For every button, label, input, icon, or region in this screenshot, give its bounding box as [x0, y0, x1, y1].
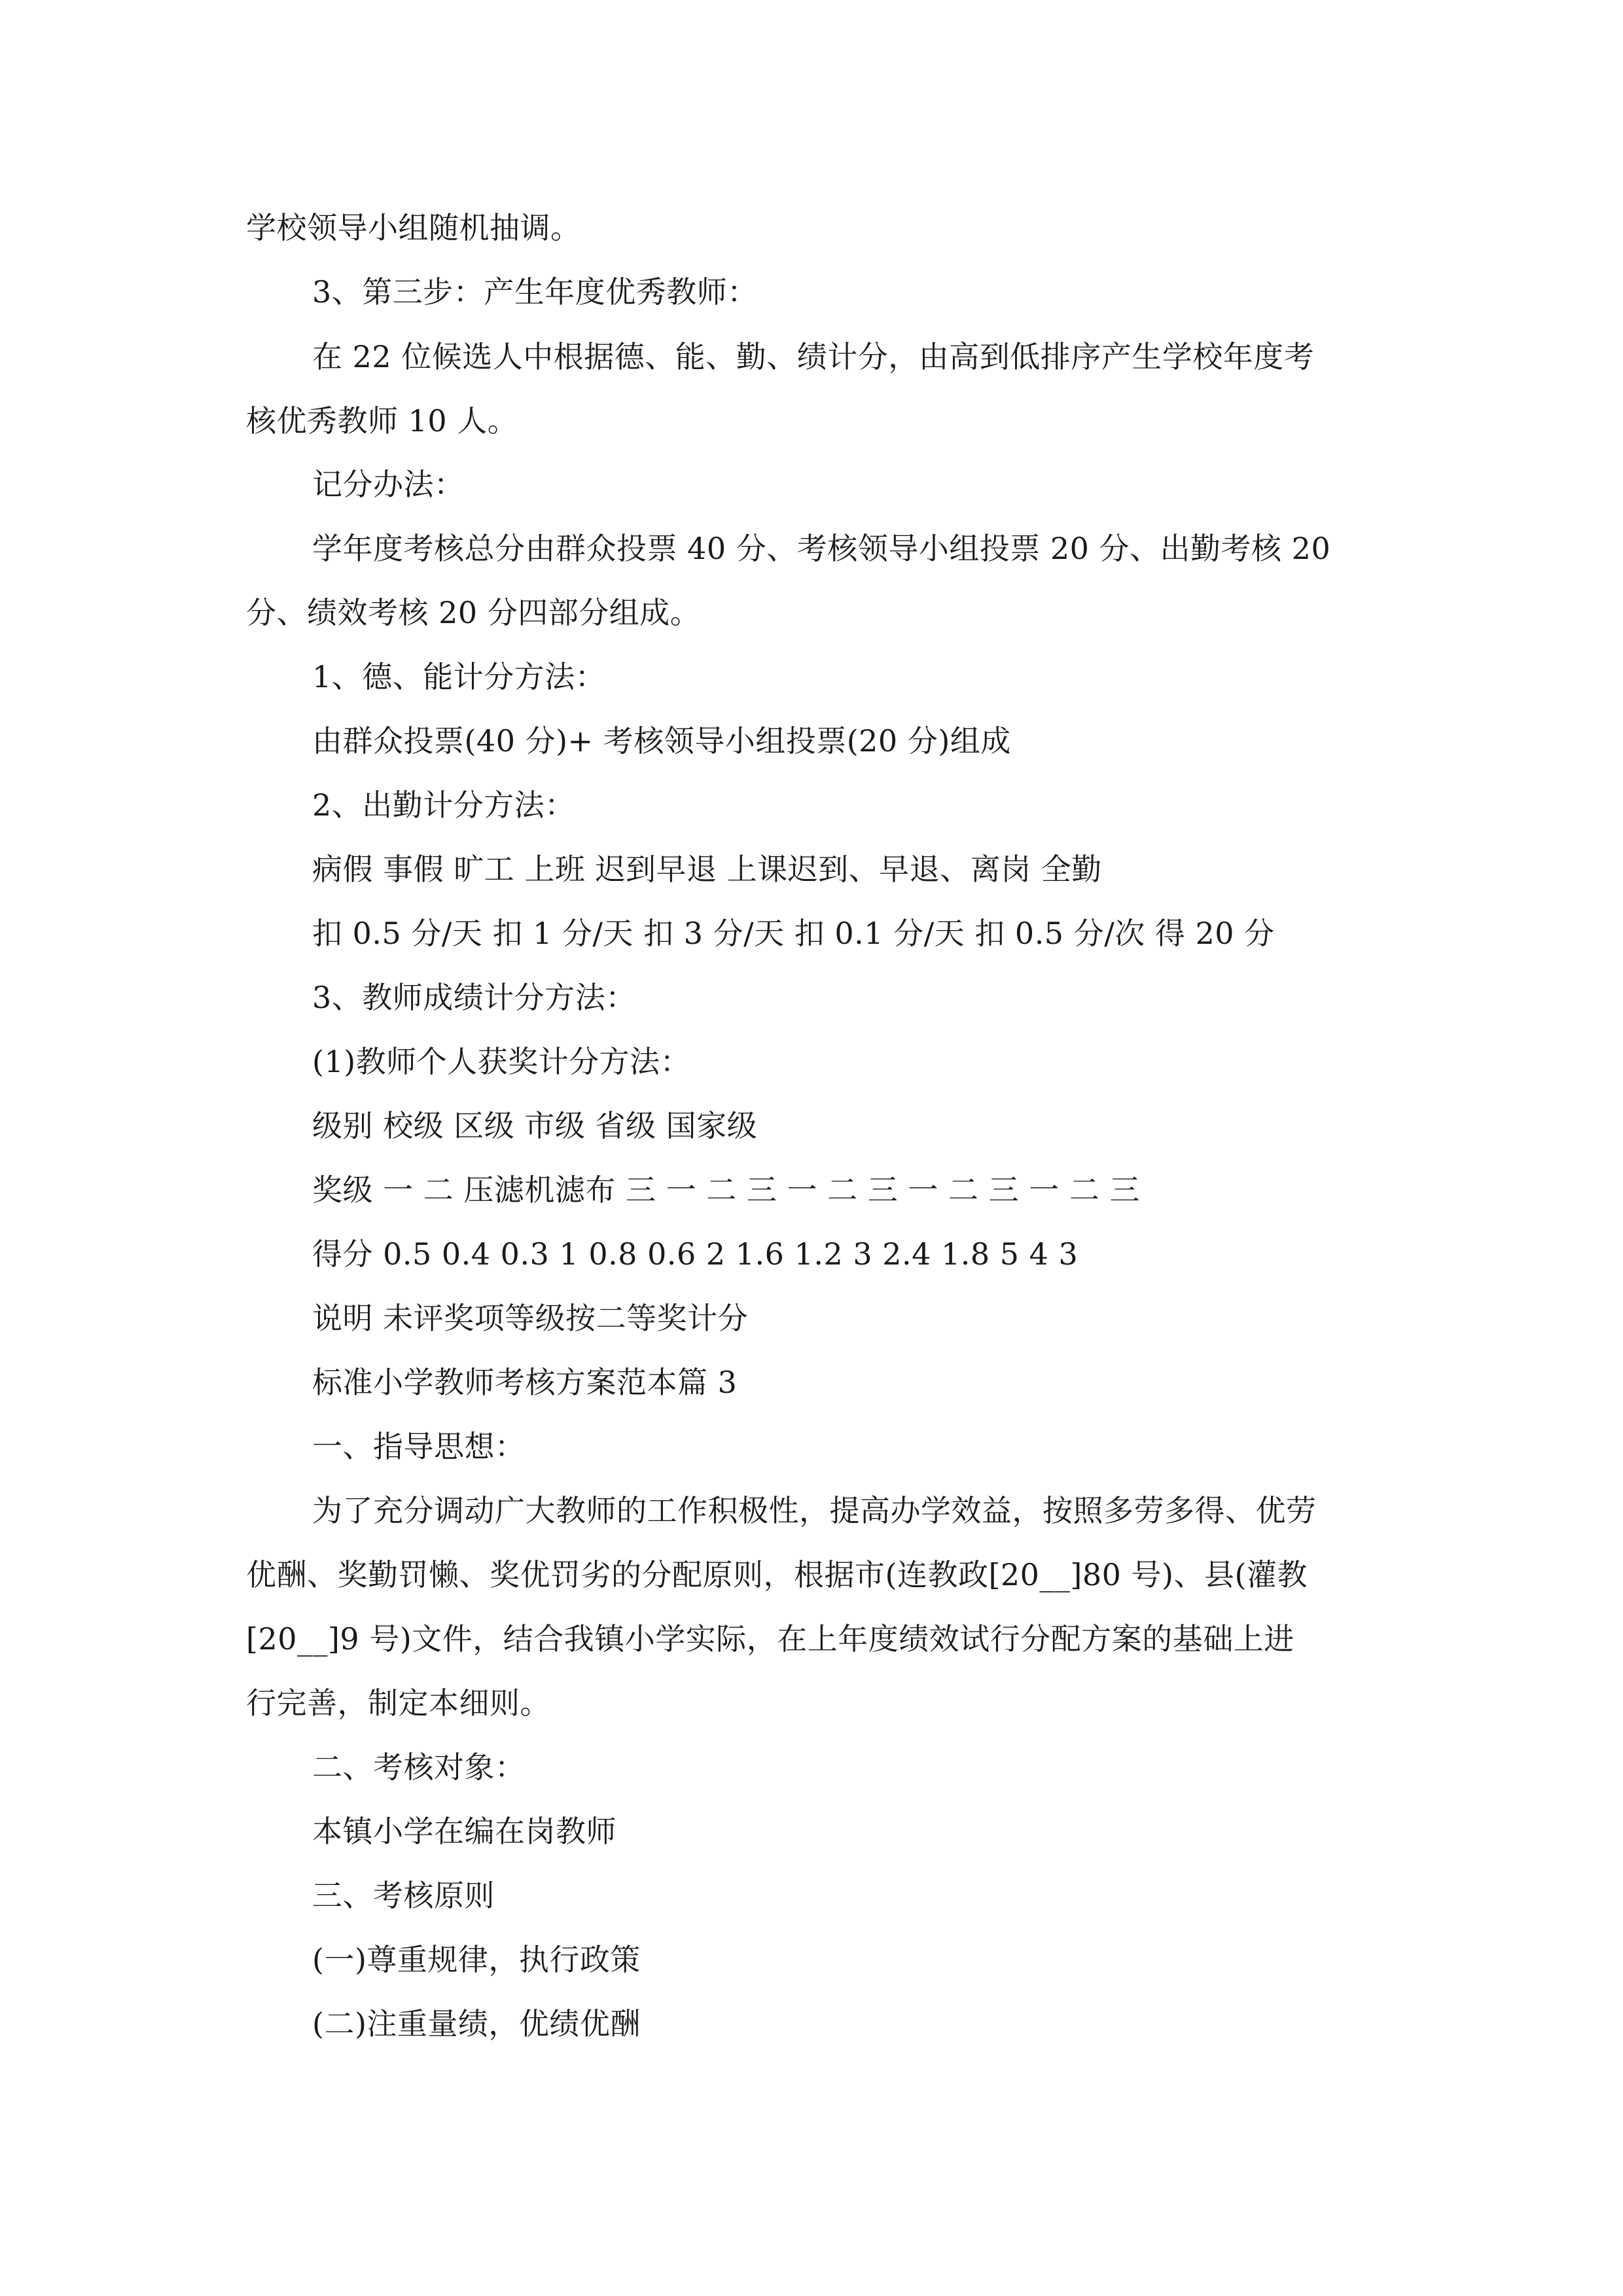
paragraph-line: 在 22 位候选人中根据德、能、勤、绩计分，由高到低排序产生学校年度考	[312, 339, 1315, 374]
attendance-deductions-row: 扣 0.5 分/天 扣 1 分/天 扣 3 分/天 扣 0.1 分/天 扣 0.5 分/次 得 20 分	[312, 916, 1275, 951]
step-heading: 3、第三步：产生年度优秀教师：	[312, 274, 758, 310]
article-title: 标准小学教师考核方案范本篇 3	[312, 1365, 738, 1400]
paragraph-line: 优酬、奖勤罚懒、奖优罚劣的分配原则，根据市(连教政[20__]80 号)、县(灌教	[246, 1557, 1308, 1592]
paragraph-line: 分、绩效考核 20 分四部分组成。	[246, 595, 701, 630]
section-heading: 1、德、能计分方法：	[312, 659, 606, 694]
award-level-row: 级别 校级 区级 市级 省级 国家级	[312, 1108, 758, 1143]
principle-item: (一)尊重规律，执行政策	[312, 1942, 641, 1977]
paragraph-line: 学校领导小组随机抽调。	[246, 210, 581, 245]
paragraph-line: 由群众投票(40 分)+ 考核领导小组投票(20 分)组成	[312, 723, 1011, 759]
section-heading: 2、出勤计分方法：	[312, 787, 575, 823]
section-heading: 二、考核对象：	[312, 1749, 526, 1785]
section-heading: 一、指导思想：	[312, 1429, 526, 1464]
section-heading: 记分办法：	[312, 467, 465, 502]
section-heading: 三、考核原则	[312, 1878, 495, 1913]
award-grade-row: 奖级 一 二 压滤机滤布 三 一 二 三 一 二 三 一 二 三 一 二 三	[312, 1172, 1140, 1208]
paragraph-line: 核优秀教师 10 人。	[246, 403, 518, 439]
note-line: 说明 未评奖项等级按二等奖计分	[312, 1300, 749, 1336]
award-score-row: 得分 0.5 0.4 0.3 1 0.8 0.6 2 1.6 1.2 3 2.4 1.8 5 4 3	[312, 1236, 1079, 1272]
section-heading: 3、教师成绩计分方法：	[312, 980, 636, 1015]
paragraph-line: 行完善，制定本细则。	[246, 1685, 550, 1721]
paragraph-line: 为了充分调动广大教师的工作积极性，提高办学效益，按照多劳多得、优劳	[312, 1493, 1317, 1528]
paragraph-line: 本镇小学在编在岗教师	[312, 1814, 616, 1849]
principle-item: (二)注重量绩，优绩优酬	[312, 2006, 641, 2041]
subsection-heading: (1)教师个人获奖计分方法：	[312, 1044, 691, 1079]
attendance-categories-row: 病假 事假 旷工 上班 迟到早退 上课迟到、早退、离岗 全勤	[312, 852, 1102, 887]
paragraph-line: 学年度考核总分由群众投票 40 分、考核领导小组投票 20 分、出勤考核 20	[312, 531, 1331, 566]
paragraph-line: [20__]9 号)文件，结合我镇小学实际，在上年度绩效试行分配方案的基础上进	[246, 1621, 1294, 1657]
